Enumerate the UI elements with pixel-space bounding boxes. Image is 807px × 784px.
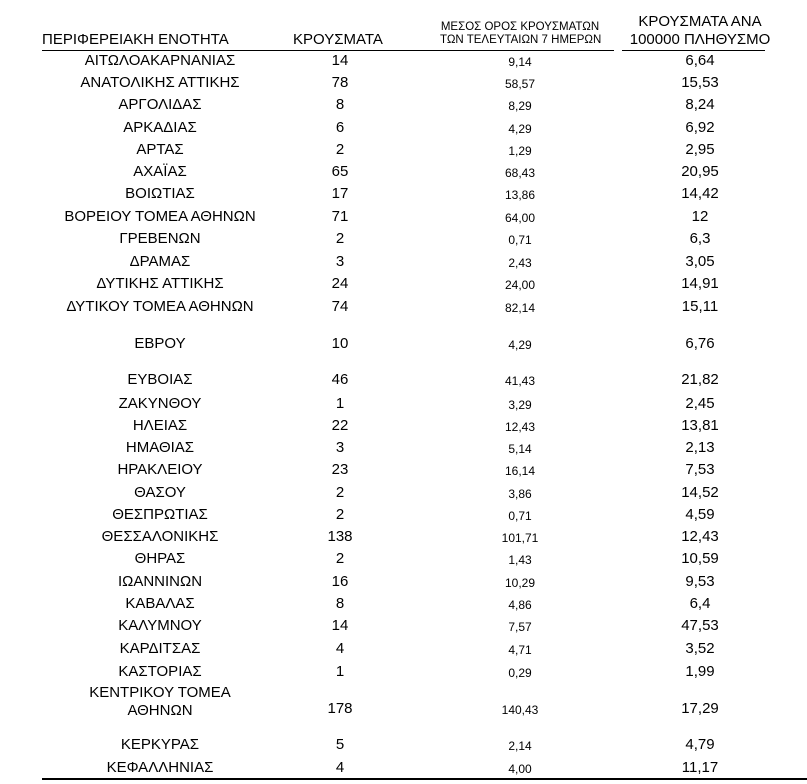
region-name: ΕΥΒΟΙΑΣ xyxy=(127,371,193,388)
avg-7day-value: 140,43 xyxy=(501,703,539,717)
cases-value: 10 xyxy=(331,335,349,352)
per-100k-value: 47,53 xyxy=(681,617,719,634)
region-name: ΘΗΡΑΣ xyxy=(134,550,186,567)
per-100k-value: 12 xyxy=(691,208,709,225)
cases-value: 1 xyxy=(335,395,345,412)
region-name: ΚΑΡΔΙΤΣΑΣ xyxy=(119,640,201,657)
region-name: ΑΡΓΟΛΙΔΑΣ xyxy=(118,96,202,113)
per-100k-value: 14,91 xyxy=(681,275,719,292)
avg-7day-value: 5,14 xyxy=(508,442,532,456)
cases-value: 138 xyxy=(327,528,353,545)
region-name: ΕΒΡΟΥ xyxy=(134,335,186,352)
per-100k-value: 14,52 xyxy=(681,484,719,501)
avg-7day-value: 41,43 xyxy=(504,374,536,388)
header-avg-line2: ΤΩΝ ΤΕΛΕΥΤΑΙΩΝ 7 ΗΜΕΡΩΝ xyxy=(440,34,602,46)
per-100k-value: 3,05 xyxy=(685,253,715,270)
avg-7day-value: 1,29 xyxy=(508,144,532,158)
per-100k-value: 20,95 xyxy=(681,163,719,180)
per-100k-value: 17,29 xyxy=(681,700,719,717)
avg-7day-value: 4,29 xyxy=(508,122,532,136)
region-name: ΔΡΑΜΑΣ xyxy=(129,253,191,270)
header-per-line2: 100000 ΠΛΗΘΥΣΜΟ xyxy=(629,31,771,48)
region-name: ΘΕΣΣΑΛΟΝΙΚΗΣ xyxy=(101,528,219,545)
cases-value: 2 xyxy=(335,550,345,567)
region-name: ΒΟΙΩΤΙΑΣ xyxy=(125,185,195,202)
per-100k-value: 4,79 xyxy=(685,736,715,753)
avg-7day-value: 58,57 xyxy=(504,77,536,91)
cases-value: 5 xyxy=(335,736,345,753)
per-100k-value: 11,17 xyxy=(681,759,719,776)
region-name-line1: ΚΕΝΤΡΙΚΟΥ ΤΟΜΕΑ xyxy=(89,684,231,701)
cases-value: 178 xyxy=(327,700,353,717)
cases-value: 14 xyxy=(331,52,349,69)
region-name: ΗΛΕΙΑΣ xyxy=(132,417,188,434)
region-name: ΒΟΡΕΙΟΥ ΤΟΜΕΑ ΑΘΗΝΩΝ xyxy=(64,208,256,225)
avg-7day-value: 16,14 xyxy=(504,464,536,478)
avg-7day-value: 2,43 xyxy=(508,256,532,270)
header-underline-right xyxy=(622,50,765,51)
cases-value: 3 xyxy=(335,253,345,270)
avg-7day-value: 0,29 xyxy=(508,666,532,680)
cases-value: 8 xyxy=(335,595,345,612)
region-name: ΚΑΛΥΜΝΟΥ xyxy=(118,617,202,634)
cases-value: 17 xyxy=(331,185,349,202)
cases-value: 16 xyxy=(331,573,349,590)
region-name: ΑΝΑΤΟΛΙΚΗΣ ΑΤΤΙΚΗΣ xyxy=(80,74,240,91)
per-100k-value: 2,95 xyxy=(685,141,715,158)
avg-7day-value: 1,43 xyxy=(508,553,532,567)
cases-value: 23 xyxy=(331,461,349,478)
cases-value: 3 xyxy=(335,439,345,456)
per-100k-value: 2,45 xyxy=(685,395,715,412)
per-100k-value: 3,52 xyxy=(685,640,715,657)
avg-7day-value: 12,43 xyxy=(504,420,536,434)
per-100k-value: 15,11 xyxy=(681,298,719,315)
avg-7day-value: 64,00 xyxy=(504,211,536,225)
region-name: ΚΕΦΑΛΛΗΝΙΑΣ xyxy=(106,759,214,776)
cases-value: 74 xyxy=(331,298,349,315)
avg-7day-value: 13,86 xyxy=(504,188,536,202)
cases-value: 6 xyxy=(335,119,345,136)
per-100k-value: 6,4 xyxy=(689,595,711,612)
avg-7day-value: 9,14 xyxy=(508,55,532,69)
region-name: ΔΥΤΙΚΗΣ ΑΤΤΙΚΗΣ xyxy=(96,275,224,292)
avg-7day-value: 82,14 xyxy=(504,301,536,315)
region-name: ΚΑΣΤΟΡΙΑΣ xyxy=(118,663,202,680)
region-name: ΗΜΑΘΙΑΣ xyxy=(125,439,195,456)
avg-7day-value: 4,71 xyxy=(508,643,532,657)
region-name: ΚΕΡΚΥΡΑΣ xyxy=(120,736,200,753)
header-avg-line1: ΜΕΣΟΣ ΟΡΟΣ ΚΡΟΥΣΜΑΤΩΝ xyxy=(440,21,600,33)
avg-7day-value: 68,43 xyxy=(504,166,536,180)
region-name: ΑΙΤΩΛΟΑΚΑΡΝΑΝΙΑΣ xyxy=(84,52,236,69)
region-name: ΚΑΒΑΛΑΣ xyxy=(125,595,195,612)
per-100k-value: 10,59 xyxy=(681,550,719,567)
region-name: ΑΧΑΪΑΣ xyxy=(133,163,187,180)
cases-value: 8 xyxy=(335,96,345,113)
per-100k-value: 7,53 xyxy=(685,461,715,478)
region-name: ΖΑΚΥΝΘΟΥ xyxy=(118,395,202,412)
per-100k-value: 12,43 xyxy=(681,528,719,545)
avg-7day-value: 2,14 xyxy=(508,739,532,753)
cases-value: 1 xyxy=(335,663,345,680)
region-name: ΔΥΤΙΚΟΥ ΤΟΜΕΑ ΑΘΗΝΩΝ xyxy=(66,298,254,315)
cases-value: 2 xyxy=(335,484,345,501)
header-underline xyxy=(42,50,614,51)
avg-7day-value: 4,00 xyxy=(508,762,532,776)
region-name-line2: ΑΘΗΝΩΝ xyxy=(127,702,193,719)
cases-value: 2 xyxy=(335,141,345,158)
cases-value: 4 xyxy=(335,640,345,657)
per-100k-value: 15,53 xyxy=(681,74,719,91)
region-name: ΘΕΣΠΡΩΤΙΑΣ xyxy=(112,506,208,523)
avg-7day-value: 101,71 xyxy=(501,531,539,545)
cases-value: 71 xyxy=(331,208,349,225)
avg-7day-value: 8,29 xyxy=(508,99,532,113)
cases-value: 2 xyxy=(335,230,345,247)
cases-value: 78 xyxy=(331,74,349,91)
cases-value: 24 xyxy=(331,275,349,292)
per-100k-value: 6,3 xyxy=(689,230,711,247)
cases-value: 46 xyxy=(331,371,349,388)
table-bottom-rule xyxy=(42,778,807,780)
per-100k-value: 2,13 xyxy=(685,439,715,456)
per-100k-value: 6,92 xyxy=(685,119,715,136)
per-100k-value: 21,82 xyxy=(681,371,719,388)
cases-value: 22 xyxy=(331,417,349,434)
region-name: ΑΡΤΑΣ xyxy=(136,141,184,158)
region-name: ΑΡΚΑΔΙΑΣ xyxy=(123,119,197,136)
avg-7day-value: 0,71 xyxy=(508,233,532,247)
cases-value: 2 xyxy=(335,506,345,523)
avg-7day-value: 24,00 xyxy=(504,278,536,292)
header-region: ΠΕΡΙΦΕΡΕΙΑΚΗ ΕΝΟΤΗΤΑ xyxy=(42,31,229,48)
per-100k-value: 9,53 xyxy=(685,573,715,590)
avg-7day-value: 4,86 xyxy=(508,598,532,612)
per-100k-value: 1,99 xyxy=(685,663,715,680)
avg-7day-value: 4,29 xyxy=(508,338,532,352)
cases-value: 65 xyxy=(331,163,349,180)
per-100k-value: 8,24 xyxy=(685,96,715,113)
avg-7day-value: 3,29 xyxy=(508,398,532,412)
header-cases: ΚΡΟΥΣΜΑΤΑ xyxy=(293,31,383,48)
per-100k-value: 6,64 xyxy=(685,52,715,69)
avg-7day-value: 3,86 xyxy=(508,487,532,501)
avg-7day-value: 0,71 xyxy=(508,509,532,523)
cases-value: 14 xyxy=(331,617,349,634)
region-name: ΘΑΣΟΥ xyxy=(134,484,186,501)
per-100k-value: 13,81 xyxy=(681,417,719,434)
cases-value: 4 xyxy=(335,759,345,776)
per-100k-value: 4,59 xyxy=(685,506,715,523)
region-name: ΙΩΑΝΝΙΝΩΝ xyxy=(117,573,203,590)
per-100k-value: 6,76 xyxy=(685,335,715,352)
per-100k-value: 14,42 xyxy=(681,185,719,202)
region-name: ΓΡΕΒΕΝΩΝ xyxy=(119,230,201,247)
avg-7day-value: 7,57 xyxy=(508,620,532,634)
header-per-line1: ΚΡΟΥΣΜΑΤΑ ΑΝΑ xyxy=(638,13,762,30)
avg-7day-value: 10,29 xyxy=(504,576,536,590)
region-name: ΗΡΑΚΛΕΙΟΥ xyxy=(117,461,203,478)
